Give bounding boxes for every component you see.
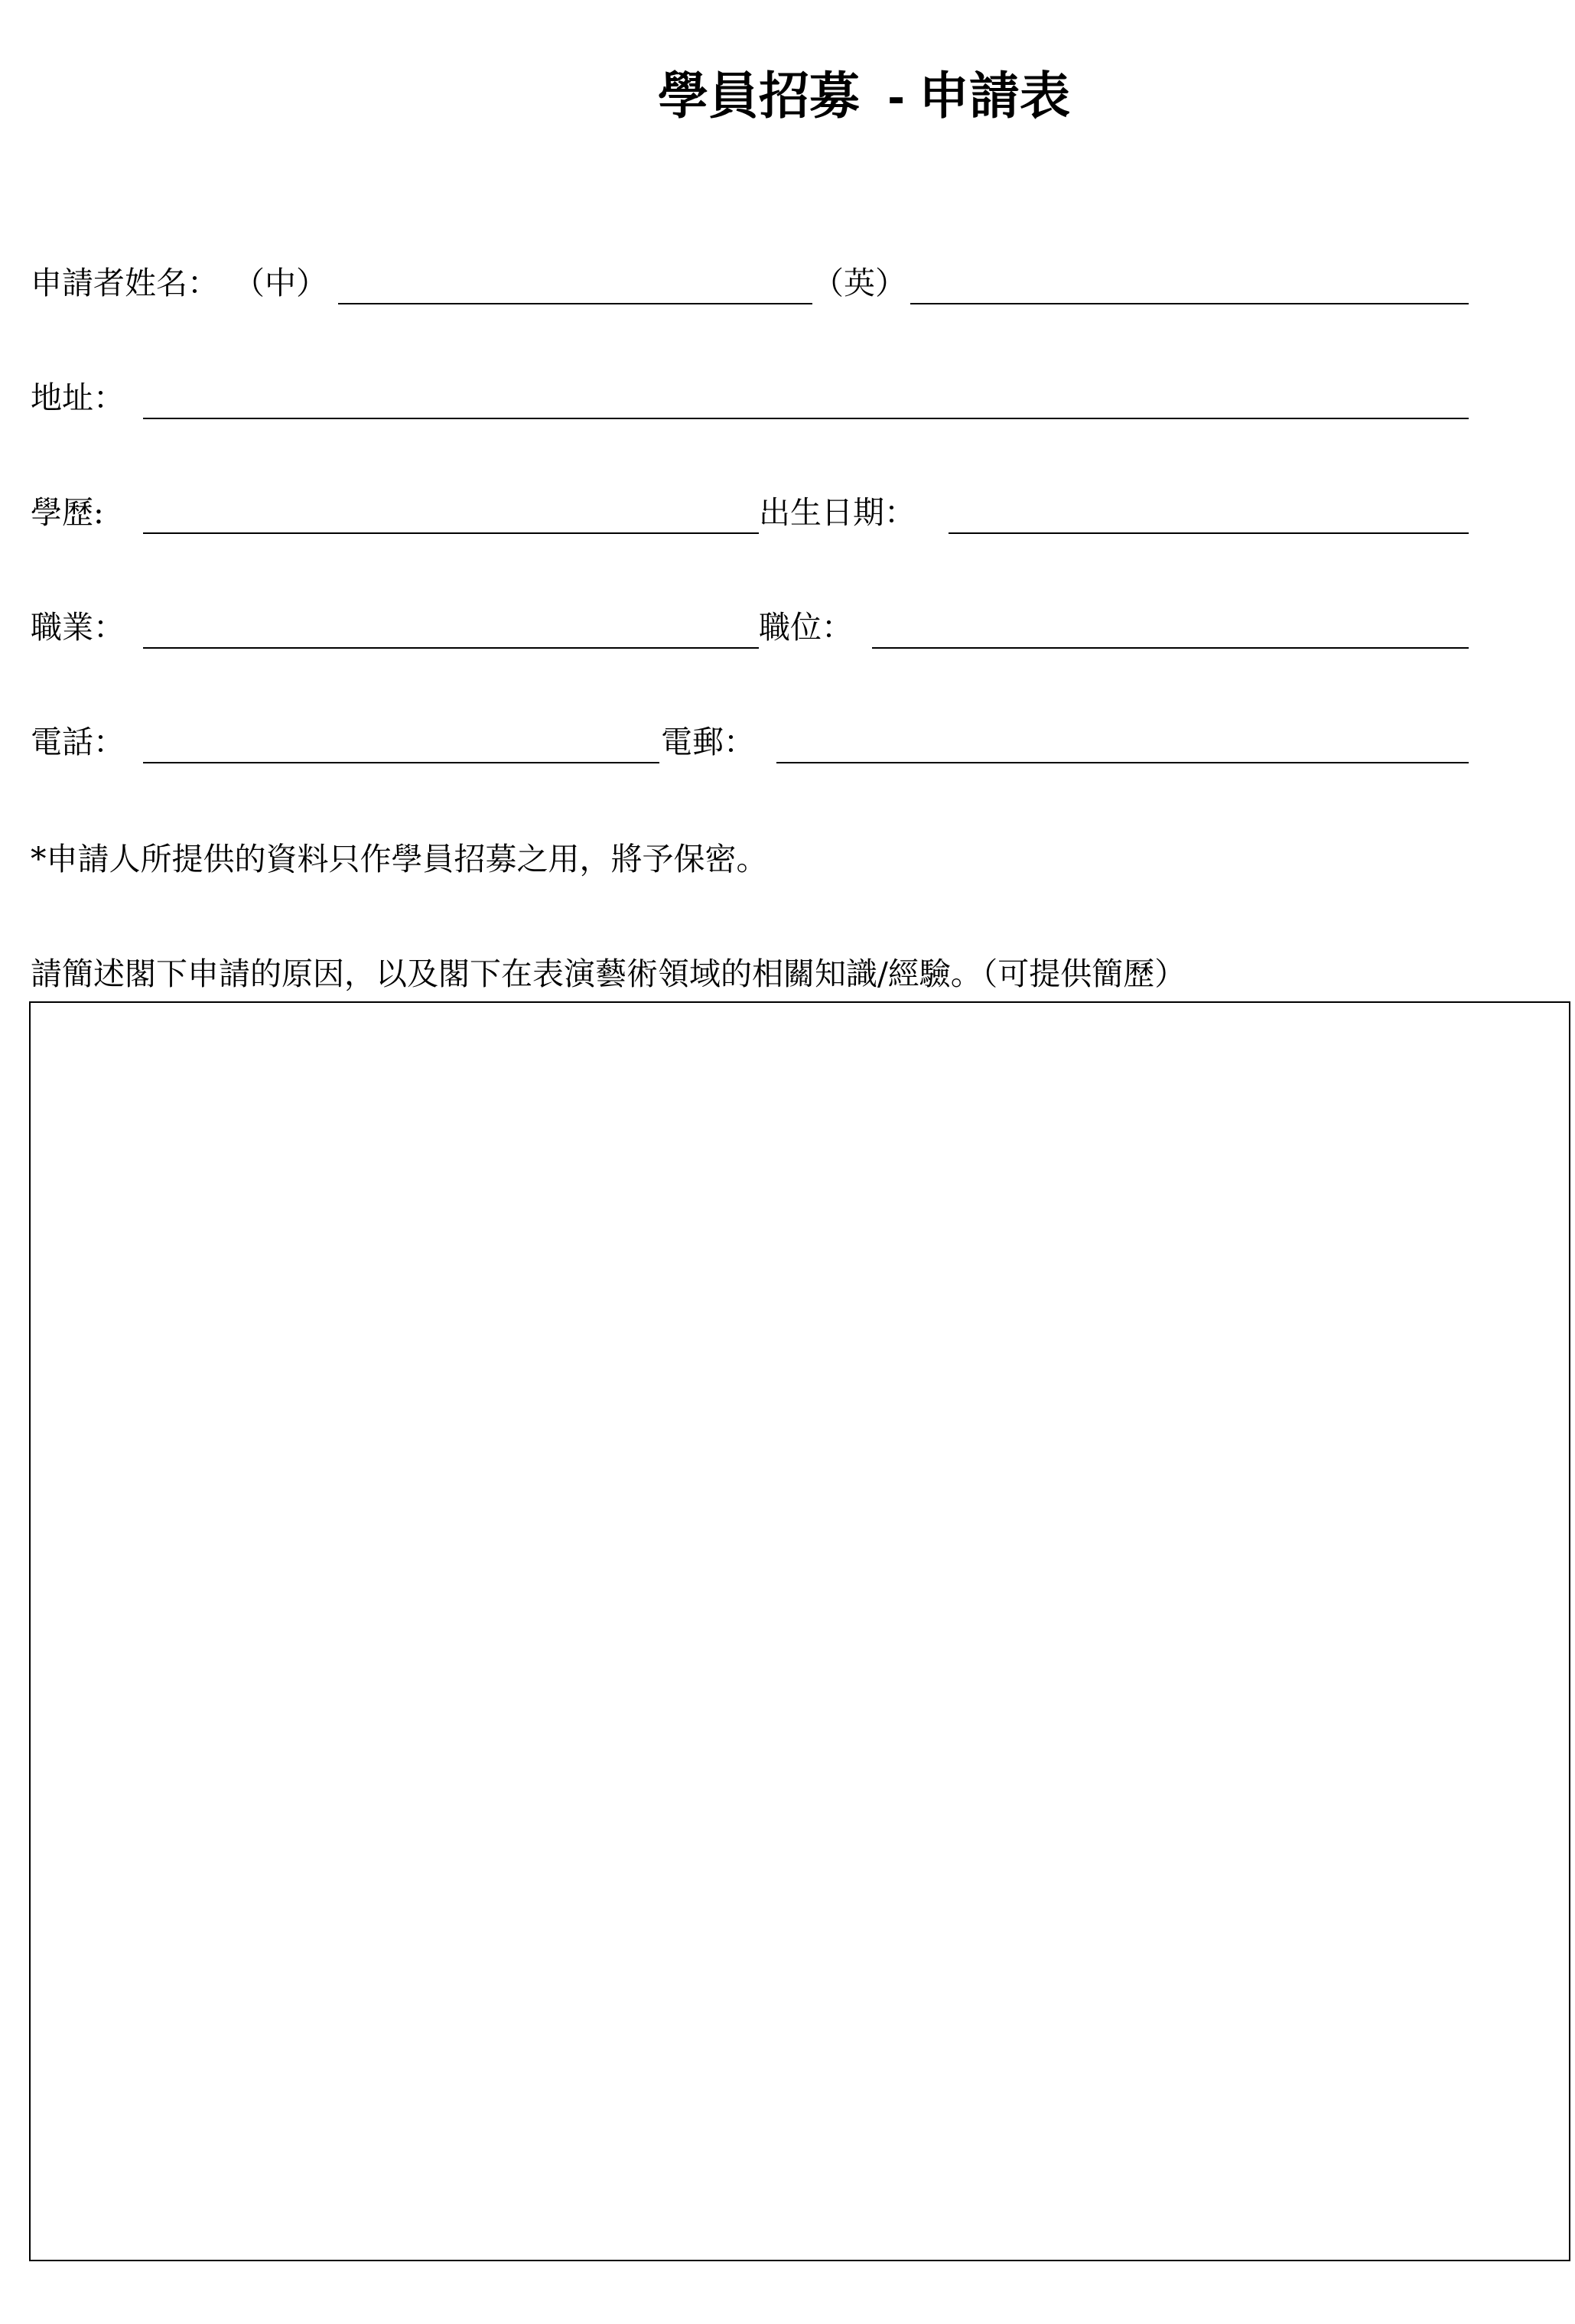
- privacy-note: *申請人所提供的資料只作學員招募之用，將予保密。: [31, 841, 768, 877]
- phone-field[interactable]: [143, 762, 659, 763]
- occupation-field[interactable]: [143, 647, 759, 649]
- name-row: [31, 260, 1469, 306]
- address-field[interactable]: [143, 418, 1469, 419]
- english-name-field[interactable]: [910, 303, 1469, 304]
- reason-prompt: 請簡述閣下申請的原因，以及閣下在表演藝術領域的相關知識/經驗。（可提供簡歷）: [31, 955, 1186, 992]
- occupation-row: [31, 604, 1469, 650]
- dob-field[interactable]: [949, 532, 1469, 534]
- education-label: 學歷:: [31, 494, 104, 531]
- position-field[interactable]: [872, 647, 1469, 649]
- address-label: 地址：: [31, 379, 125, 416]
- chinese-name-label: （中）: [233, 265, 327, 301]
- occupation-label: 職業：: [31, 609, 125, 646]
- education-field[interactable]: [143, 532, 759, 534]
- name-label: 申請者姓名：: [31, 265, 219, 301]
- education-row: [31, 490, 1469, 535]
- chinese-name-field[interactable]: [338, 303, 812, 304]
- form-title: 學員招募 - 申請表: [658, 67, 1070, 124]
- address-row: [31, 375, 1469, 421]
- email-label: 電郵：: [661, 724, 755, 760]
- phone-label: 電話：: [31, 724, 125, 760]
- english-name-label: （英）: [812, 265, 906, 301]
- phone-row: [31, 719, 1469, 765]
- email-field[interactable]: [776, 762, 1469, 763]
- dob-label: 出生日期：: [759, 494, 916, 531]
- reason-answer-box[interactable]: [29, 1001, 1570, 2261]
- position-label: 職位：: [759, 609, 853, 646]
